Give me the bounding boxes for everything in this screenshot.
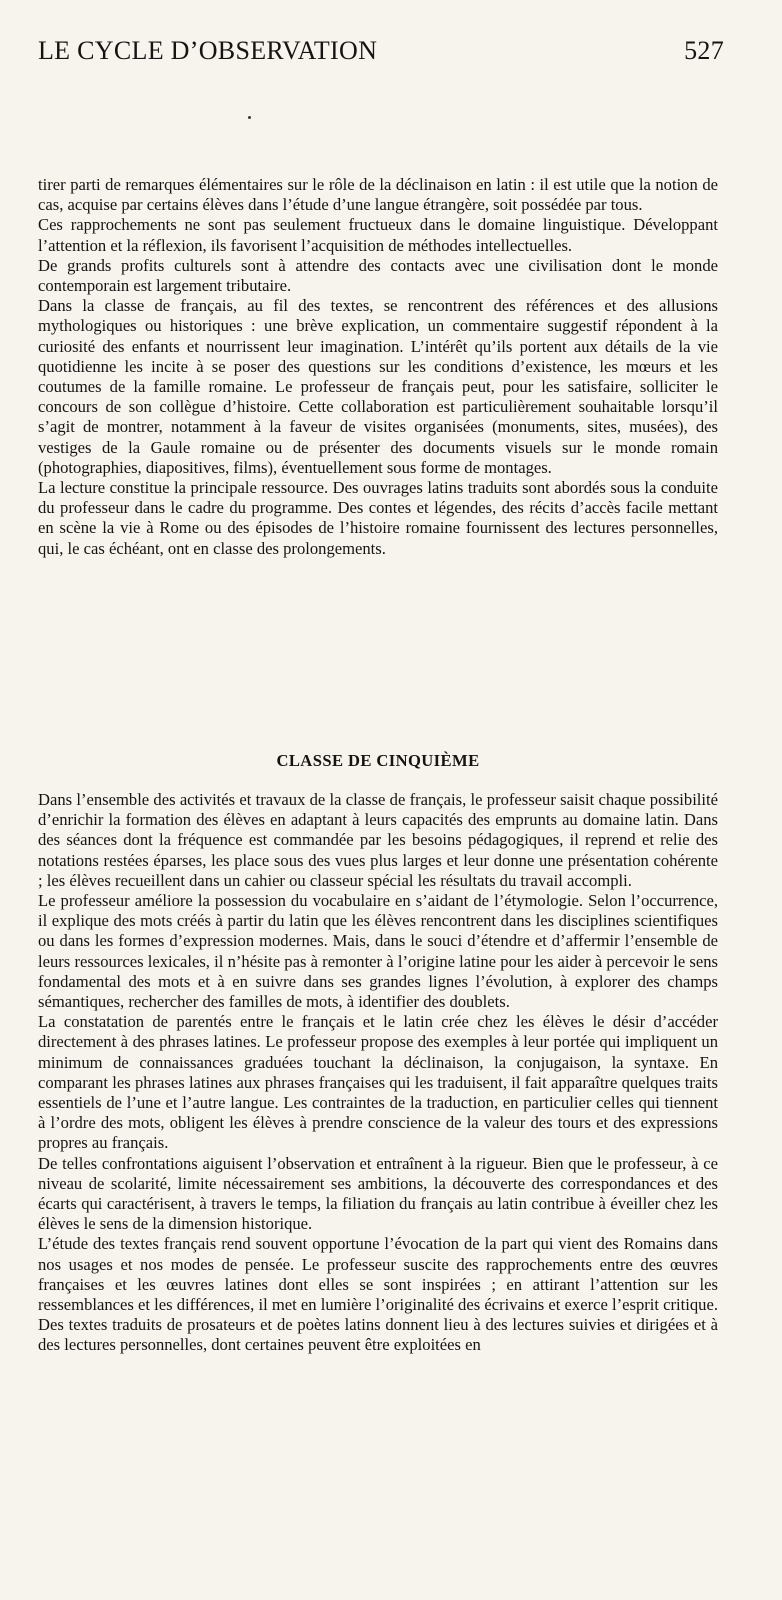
paragraph: Ces rapprochements ne sont pas seulement fructueux dans le domaine linguistique. Développant l’attention et la réflexion, ils favorisent l’acquisition de méthodes intellectuelles.: [38, 215, 718, 255]
running-header: [38, 36, 724, 66]
running-title: LE CYCLE D’OBSERVATION: [38, 36, 378, 65]
section-2-text: [38, 790, 718, 1356]
paragraph: tirer parti de remarques élémentaires sur le rôle de la déclinaison en latin : il est utile que la notion de cas, acquise par certains élèves dans l’étude d’une langue étrangère, soit possédée par tous.: [38, 175, 718, 215]
paragraph: Dans la classe de français, au fil des textes, se rencontrent des références et des allusions mythologiques ou historiques : une brève explication, un commentaire suggestif répondent à la curiosité des enfants et nourrissent leur imagination. L’intérêt qu’ils portent aux détails de la vie quotidienne les incite à se poser des questions sur les conditions d’existence, les mœurs et les coutumes de la famille romaine. Le professeur de français peut, pour les satisfaire, solliciter le concours de son collègue d’histoire. Cette collaboration est particulièrement souhaitable lorsqu’il s’agit de montrer, notamment à la faveur de visites organisées (monuments, sites, musées), des vestiges de la Gaule romaine ou de présenter des documents visuels sur le monde romain (photographies, diapositives, films), éventuellement sous forme de montages.: [38, 296, 718, 477]
paragraph: La lecture constitue la principale ressource. Des ouvrages latins traduits sont abordés sous la conduite du professeur dans le cadre du programme. Des contes et légendes, des récits d’accès facile mettant en scène la vie à Rome ou des épisodes de l’histoire romaine fournissent des lectures personnelles, qui, le cas échéant, ont en classe des prolongements.: [38, 478, 718, 558]
page-number: 527: [684, 36, 724, 65]
paragraph: Dans l’ensemble des activités et travaux de la classe de français, le professeur saisit chaque possibilité d’enrichir la formation des élèves en adaptant à leurs capacités des emprunts au domaine latin. Dans des séances dont la fréquence est commandée par les besoins pédagogiques, il reprend et relie des notations restées éparses, les place sous des vues plus larges et leur donne une présentation cohérente ; les élèves recueillent dans un cahier ou classeur spécial les résultats du travail accompli.: [38, 790, 718, 890]
paragraph: La constatation de parentés entre le français et le latin crée chez les élèves le désir d’accéder directement à des phrases latines. Le professeur propose des exemples à leur portée qui impliquent un minimum de connaissances graduées touchant la déclinaison, la conjugaison, la syntaxe. En comparant les phrases latines aux phrases françaises qui les traduisent, il fait apparaître quelques traits essentiels de l’une et l’autre langue. Les contraintes de la traduction, en particulier celles qui tiennent à l’ordre des mots, obligent les élèves à prendre conscience de la valeur des tours et des expressions propres au français.: [38, 1012, 718, 1153]
section-heading: CLASSE DE CINQUIÈME: [276, 751, 480, 770]
paragraph: Le professeur améliore la possession du vocabulaire en s’aidant de l’étymologie. Selon l’occurrence, il explique des mots créés à partir du latin que les élèves rencontrent dans les disciplines scientifiques ou dans les formes d’expression modernes. Mais, dans le souci d’étendre et d’affermir l’ensemble de leurs ressources lexicales, il n’hésite pas à remonter à l’origine latine pour les aider à percevoir le sens fondamental des mots et à en suivre dans ses grandes lignes l’évolution, à explorer des champs sémantiques, rechercher des familles de mots, à identifier des doublets.: [38, 891, 718, 1012]
section-1-text: [38, 175, 718, 559]
paragraph: De telles confrontations aiguisent l’observation et entraînent à la rigueur. Bien que le professeur, à ce niveau de scolarité, limite nécessairement ses ambitions, la découverte des correspondances et des écarts qui caractérisent, à travers le temps, la filiation du français au latin contribue à éveiller chez les élèves le sens de la dimension historique.: [38, 1153, 718, 1234]
paragraph: De grands profits culturels sont à attendre des contacts avec une civilisation dont le monde contemporain est largement tributaire.: [38, 255, 718, 296]
print-speck: [248, 116, 251, 119]
paragraph: L’étude des textes français rend souvent opportune l’évocation de la part qui vient des Romains dans nos usages et nos modes de pensée. Le professeur suscite des rapprochements entre des œuvres françaises et les œuvres latines dont elles se sont inspirées ; en attirant l’attention sur les ressemblances et les différences, il met en lumière l’originalité des écrivains et exerce l’esprit critique. Des textes traduits de prosateurs et de poètes latins donnent lieu à des lectures suivies et dirigées et à des lectures personnelles, dont certaines peuvent être exploitées en: [38, 1234, 718, 1355]
